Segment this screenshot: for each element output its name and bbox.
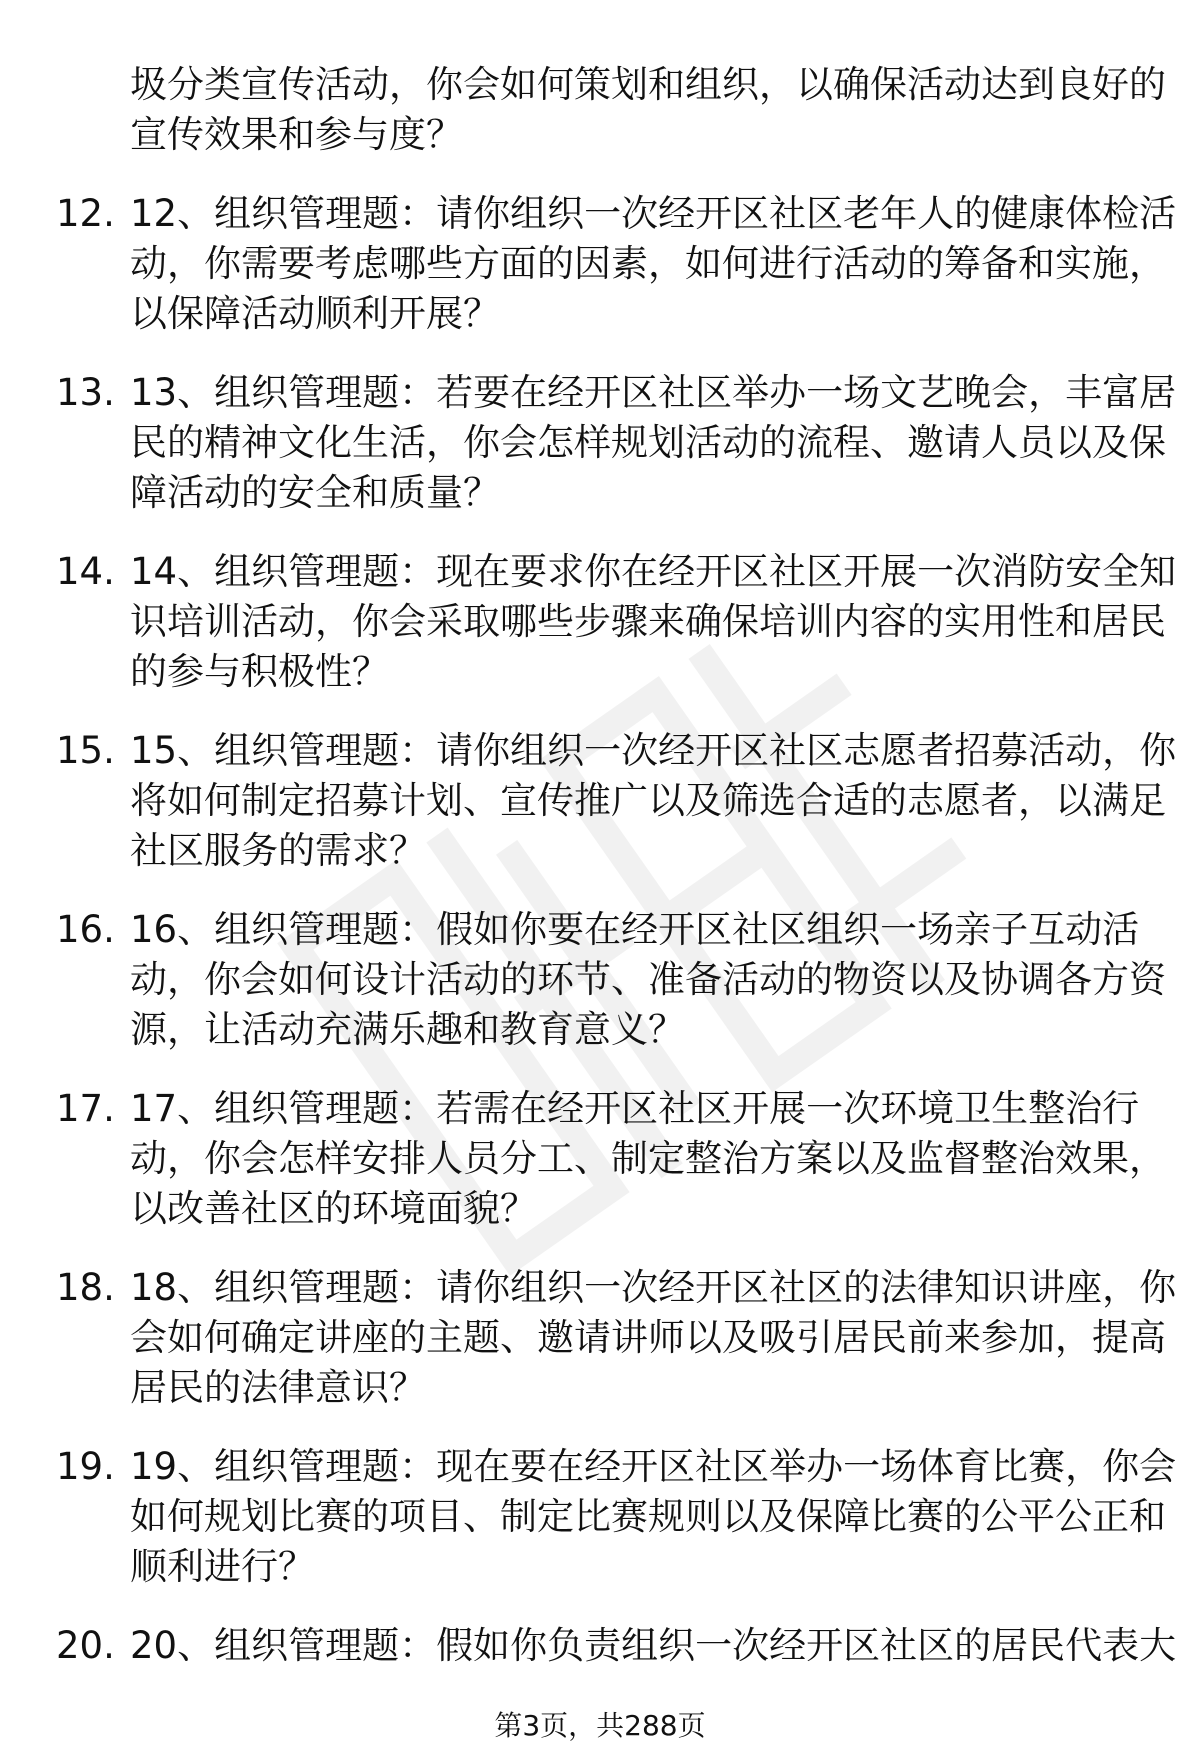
item-line: 15、组织管理题：请你组织一次经开区社区志愿者招募活动，你 [130,729,1177,772]
item-number: 15. [56,729,115,772]
item-line: 的参与积极性？ [130,650,389,693]
item-number: 19. [56,1445,115,1488]
item-line: 动，你需要考虑哪些方面的因素，如何进行活动的筹备和实施， [130,242,1166,285]
item-line: 障活动的安全和质量？ [130,471,500,514]
item-line: 顺利进行？ [130,1545,315,1588]
item-line: 将如何制定招募计划、宣传推广以及筛选合适的志愿者，以满足 [130,779,1166,822]
item-number: 20. [56,1624,115,1667]
question-item [0,189,1200,339]
document-body [0,60,1200,1671]
question-item [0,1084,1200,1234]
item-text [130,905,1166,1055]
item-number: 16. [56,908,115,951]
item-line: 19、组织管理题：现在要在经开区社区举办一场体育比赛，你会 [130,1445,1177,1488]
item-line: 以保障活动顺利开展？ [130,292,500,335]
item-number: 12. [56,192,115,235]
item-number: 13. [56,371,115,414]
item-text [130,726,1177,876]
item-number: 14. [56,550,115,593]
continued-line: 圾分类宣传活动，你会如何策划和组织，以确保活动达到良好的 [130,63,1166,106]
question-item [0,368,1200,518]
question-item [0,1621,1200,1671]
item-text [130,1263,1177,1413]
item-line: 14、组织管理题：现在要求你在经开区社区开展一次消防安全知 [130,550,1177,593]
item-line: 12、组织管理题：请你组织一次经开区社区老年人的健康体检活 [130,192,1177,235]
item-text [130,189,1177,339]
item-line: 会如何确定讲座的主题、邀请讲师以及吸引居民前来参加，提高 [130,1316,1166,1359]
item-number: 18. [56,1266,115,1309]
item-line: 16、组织管理题：假如你要在经开区社区组织一场亲子互动活 [130,908,1140,951]
item-text [130,547,1177,697]
item-line: 居民的法律意识？ [130,1366,426,1409]
item-line: 源，让活动充满乐趣和教育意义？ [130,1008,685,1051]
question-item [0,905,1200,1055]
question-item [0,1263,1200,1413]
item-line: 18、组织管理题：请你组织一次经开区社区的法律知识讲座，你 [130,1266,1177,1309]
item-text [130,1084,1166,1234]
question-item [0,726,1200,876]
item-line: 动，你会怎样安排人员分工、制定整治方案以及监督整治效果， [130,1137,1166,1180]
item-text [130,368,1177,518]
item-line: 17、组织管理题：若需在经开区社区开展一次环境卫生整治行 [130,1087,1140,1130]
item-line: 以改善社区的环境面貌？ [130,1187,537,1230]
item-number: 17. [56,1087,115,1130]
item-line: 社区服务的需求？ [130,829,426,872]
item-line: 如何规划比赛的项目、制定比赛规则以及保障比赛的公平公正和 [130,1495,1166,1538]
question-item [0,1442,1200,1592]
item-line: 民的精神文化生活，你会怎样规划活动的流程、邀请人员以及保 [130,421,1166,464]
continued-line: 宣传效果和参与度？ [130,113,463,156]
item-line: 13、组织管理题：若要在经开区社区举办一场文艺晚会，丰富居 [130,371,1177,414]
page-footer: 第3页，共288页 [494,1709,706,1742]
question-item [0,547,1200,697]
item-line: 识培训活动，你会采取哪些步骤来确保培训内容的实用性和居民 [130,600,1166,643]
item-text [130,1442,1177,1592]
item-line: 动，你会如何设计活动的环节、准备活动的物资以及协调各方资 [130,958,1166,1001]
continued-paragraph [130,60,1166,160]
item-line: 20、组织管理题：假如你负责组织一次经开区社区的居民代表大 [130,1624,1177,1667]
item-text [130,1621,1177,1671]
